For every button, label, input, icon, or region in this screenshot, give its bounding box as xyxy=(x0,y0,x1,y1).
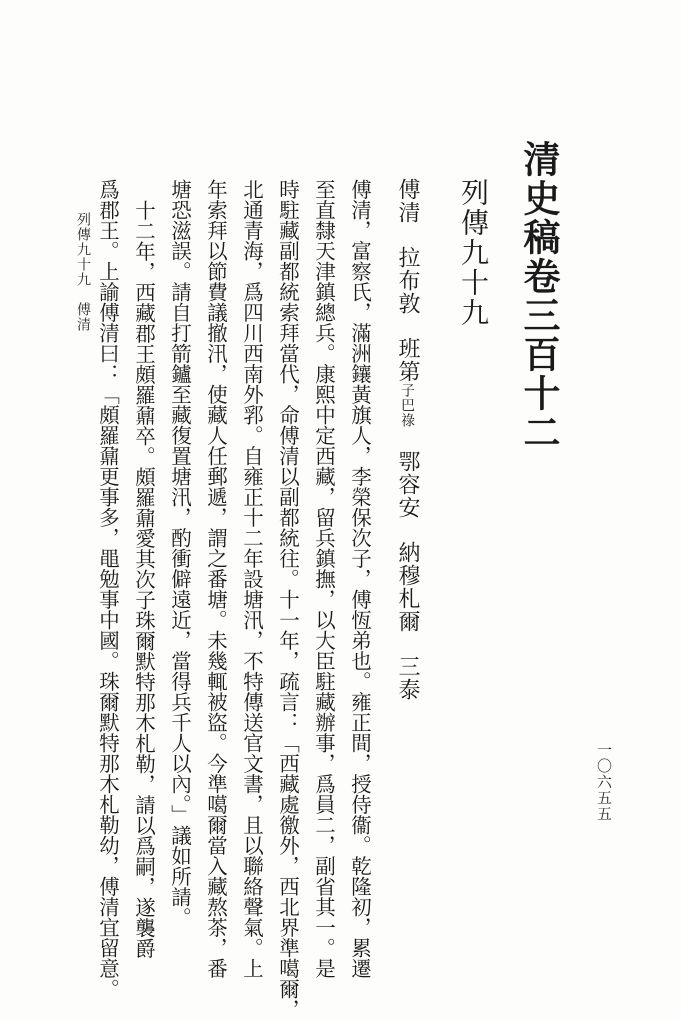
text-column: 爲郡王。上諭傅清曰：「頗羅鼐更事多，黽勉事中國。珠爾默特那木札勒幼，傅清宜留意。 xyxy=(95,179,120,999)
book-title: 清史稿卷三百十二 xyxy=(517,140,561,452)
subject-name: 班第 xyxy=(395,337,420,383)
chapter-title: 列傳九十九 xyxy=(457,178,490,328)
text-column: 塘恐滋誤。請自打箭鑪至藏復置塘汛，酌衝僻遠近，當得兵千人以內。」議如所請。 xyxy=(167,179,192,928)
subject-name: 傅清 xyxy=(395,178,420,224)
text-column: 年索拜以節費議撤汛，使藏人任郵遞，謂之番塘。未幾輒被盜。今準噶爾當入藏熬茶，番 xyxy=(203,179,228,979)
subject-name: 鄂容安 xyxy=(395,450,420,519)
subject-note: 子巴祿 xyxy=(399,383,415,428)
text-column: 十二年，西藏郡王頗羅鼐卒。頗羅鼐愛其次子珠爾默特那木札勒，請以爲嗣，遂襲爵 xyxy=(131,200,156,959)
text-column: 北通青海，爲四川西南外郛。自雍正十二年設塘汛，不特傳送官文書，且以聯絡聲氣。上 xyxy=(239,179,264,979)
text-column: 傅清，富察氏，滿洲鑲黃旗人，李榮保次子，傅恆弟也。雍正間，授侍衞。乾隆初，累遷 xyxy=(347,179,372,979)
text-column: 時駐藏副都統索拜當代，命傅清以副都統往。十一年，疏言：「西藏處徼外，西北界準噶爾， xyxy=(275,179,300,1020)
subject-name: 三泰 xyxy=(395,655,420,701)
subject-name: 拉布敦 xyxy=(395,246,420,315)
page-number: 一〇六五五 xyxy=(595,742,613,822)
margin-header: 列傳九十九 傅清 xyxy=(75,212,91,332)
subject-name: 納穆札爾 xyxy=(395,541,420,633)
text-column: 至直隸天津鎮總兵。康熙中定西藏，留兵鎮撫，以大臣駐藏辦事，爲員二，副省其一。是 xyxy=(311,179,336,979)
subject-list xyxy=(396,178,418,701)
